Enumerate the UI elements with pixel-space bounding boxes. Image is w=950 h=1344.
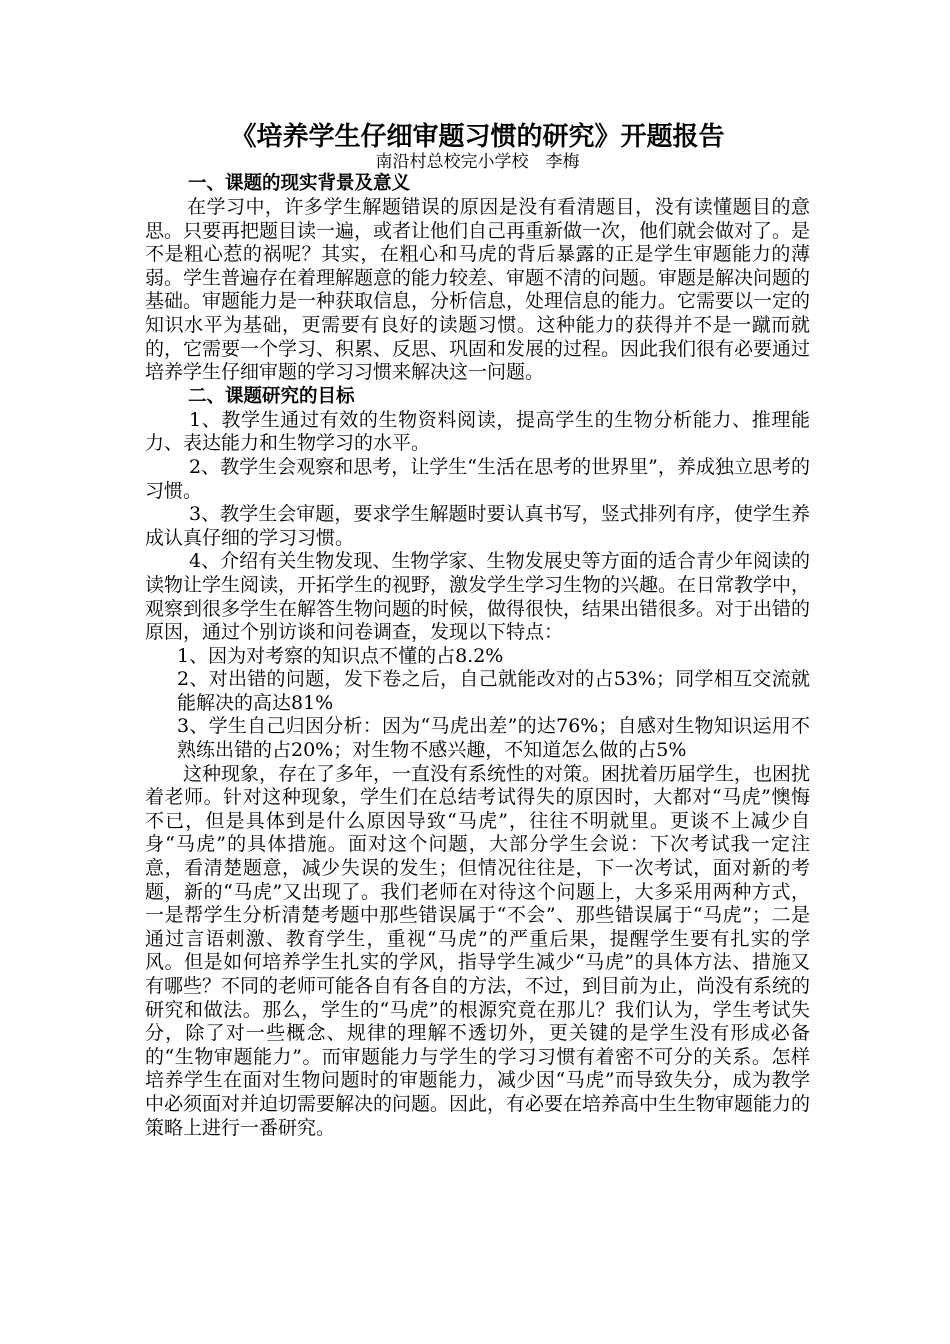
goal-item: 1、教学生通过有效的生物资料阅读，提高学生的生物分析能力、推理能力、表达能力和生物学习的水平。: [145, 408, 810, 455]
section1-paragraph: 在学习中，许多学生解题错误的原因是没有看清题目，没有读懂题目的意思。只要再把题目读一遍，或者让他们自己再重新做一次，他们就会做对了。是不是粗心惹的祸呢？其实，在粗心和马虎的背后暴露的正是学生审题能力的薄弱。学生普遍存在着理解题意的能力较差、审题不清的问题。审题是解决问题的基础。审题能力是一种获取信息，分析信息，处理信息的能力。它需要以一定的知识水平为基础，更需要有良好的读题习惯。这种能力的获得并不是一蹴而就的，它需要一个学习、积累、反思、巩固和发展的过程。因此我们很有必要通过培养学生仔细审题的学习习惯来解决这一问题。: [145, 196, 811, 384]
author-line: 南沿村总校完小学校 李梅: [375, 152, 580, 172]
finding-item: 1、因为对考察的知识点不懂的占8.2%: [177, 644, 504, 667]
document-title: 《培养学生仔细审题习惯的研究》开题报告: [230, 122, 725, 152]
goal-item: 4、介绍有关生物发现、生物学家、生物发展史等方面的适合青少年阅读的读物让学生阅读，开拓学生的视野，激发学生学习生物的兴趣。在日常教学中，观察到很多学生在解答生物问题的时候，做得很快，结果出错很多。对于出错的原因，通过个别访谈和问卷调查，发现以下特点：: [145, 550, 811, 644]
document-page: [145, 118, 810, 1140]
goal-item: 2、教学生会观察和思考，让学生“生活在思考的世界里”，养成独立思考的习惯。: [145, 455, 810, 502]
finding-item: 3、学生自己归因分析：因为“马虎出差”的达76%；自感对生物知识运用不熟练出错的占20%；对生物不感兴趣，不知道怎么做的占5%: [177, 715, 810, 762]
finding-item: 2、对出错的问题，发下卷之后，自己就能改对的占53%；同学相互交流就能解决的高达81%: [177, 668, 810, 714]
closing-paragraph: 这种现象，存在了多年，一直没有系统性的对策。困扰着历届学生，也困扰着老师。针对这种现象，学生们在总结考试得失的原因时，大都对“马虎”懊悔不已，但是具体到是什么原因导致“马虎”，往往不明就里。更谈不上减少自身“马虎”的具体措施。面对这个问题，大部分学生会说：下次考试我一定注意，看清楚题意，减少失误的发生；但情况往往是，下一次考试，面对新的考题，新的“马虎”又出现了。我们老师在对待这个问题上，大多采用两种方式，一是帮学生分析清楚考题中那些错误属于“不会”、那些错误属于“马虎”；二是通过言语刺激、教育学生，重视“马虎”的严重后果，提醒学生要有扎实的学风。但是如何培养学生扎实的学风，指导学生减少“马虎”的具体方法、措施又有哪些？不同的老师可能各自有各自的方法，不过，到目前为止，尚没有系统的研究和做法。那么，学生的“马虎”的根源究竟在那儿？我们认为，学生考试失分，除了对一些概念、规律的理解不透切外，更关键的是学生没有形成必备的“生物审题能力”。而审题能力与学生的学习习惯有着密不可分的关系。怎样培养学生在面对生物问题时的审题能力，减少因“马虎”而导致失分，成为教学中必须面对并迫切需要解决的问题。因此，有必要在培养高中生生物审题能力的策略上进行一番研究。: [145, 762, 811, 1139]
section1-heading: 一、课题的现实背景及意义: [188, 173, 411, 194]
section2-heading: 二、课题研究的目标: [188, 385, 355, 407]
goal-item: 3、教学生会审题，要求学生解题时要认真书写，竖式排列有序，使学生养成认真仔细的学习习惯。: [145, 503, 810, 549]
